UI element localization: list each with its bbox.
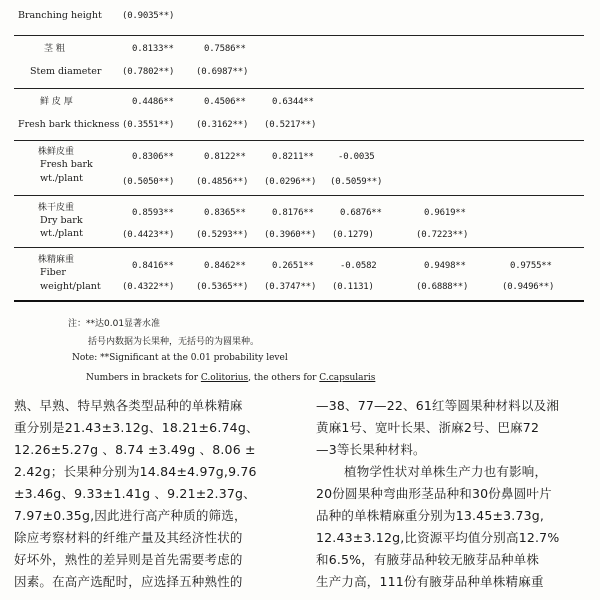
table-cell: 0.9619** xyxy=(424,208,466,218)
body-left-line: 好坏外，熟性的差异则是首先需要考虑的 xyxy=(14,552,243,567)
body-right-line: 和6.5%，有腋芽品种较无腋芽品种单株 xyxy=(316,552,540,567)
body-left-line: 除应考察材料的纤维产量及其经济性状的 xyxy=(14,530,243,545)
table-cell: 0.9755** xyxy=(510,261,552,271)
table-cell: 0.8593** xyxy=(132,208,174,218)
row-label-en: wt./plant xyxy=(40,228,83,239)
body-right-line: 20份圆果种弯曲形茎品种和30份鼻圆叶片 xyxy=(316,486,552,501)
table-cell: (0.9035**) xyxy=(122,11,175,21)
row-label-cn: 株精麻重 xyxy=(38,255,75,265)
body-right-line: —3等长果种材料。 xyxy=(316,442,426,457)
row-label-en: Branching height xyxy=(18,10,102,21)
table-cell: 0.8365** xyxy=(204,208,246,218)
table-cell: (0.6888**) xyxy=(416,282,469,292)
table-cell: (0.6987**) xyxy=(196,67,249,77)
table-cell: 0.7586** xyxy=(204,44,246,54)
table-note-cn-1: 注：**达0.01显著水准 xyxy=(68,319,161,329)
body-left-line: 7.97±0.35g,因此进行高产种质的筛选， xyxy=(14,508,247,523)
row-label-en: Fresh bark thickness xyxy=(18,119,120,130)
table-cell: (0.3162**) xyxy=(196,120,249,130)
table-note-en-1: Note: **Significant at the 0.01 probability level xyxy=(72,353,288,363)
row-label-en: Fiber xyxy=(40,267,66,278)
table-cell: 0.8306** xyxy=(132,152,174,162)
table-rule xyxy=(14,195,584,196)
table-cell: (0.7223**) xyxy=(416,230,469,240)
table-rule xyxy=(14,140,584,141)
table-cell: (0.3551**) xyxy=(122,120,175,130)
table-cell: (0.3747**) xyxy=(264,282,317,292)
body-right-line: 黄麻1号、宽叶长果、浙麻2号、巴麻72 xyxy=(316,420,540,435)
table-cell: (0.1131) xyxy=(332,282,374,292)
table-cell: 0.6344** xyxy=(272,97,314,107)
row-label-cn: 鲜 皮 厚 xyxy=(40,97,73,107)
row-label-cn: 株鲜皮重 xyxy=(38,147,75,157)
table-rule xyxy=(14,247,584,248)
table-cell: (0.5217**) xyxy=(264,120,317,130)
body-left-line: 12.26±5.27g 、8.74 ±3.49g 、8.06 ± xyxy=(14,442,256,457)
table-rule xyxy=(14,35,584,36)
table-cell: 0.8133** xyxy=(132,44,174,54)
body-right-line: 12.43±3.12g,比资源平均值分别高12.7% xyxy=(316,530,560,545)
table-cell: (0.3960**) xyxy=(264,230,317,240)
body-right-line: 植物学性状对单株生产力也有影响， xyxy=(344,464,548,479)
table-cell: (0.1279) xyxy=(332,230,374,240)
table-cell: (0.4856**) xyxy=(196,177,249,187)
row-label-en: Stem diameter xyxy=(30,66,102,77)
table-cell: 0.8176** xyxy=(272,208,314,218)
table-cell: 0.4506** xyxy=(204,97,246,107)
row-label-cn: 茎 粗 xyxy=(44,44,65,54)
table-cell: -0.0035 xyxy=(338,152,375,162)
table-cell: 0.8462** xyxy=(204,261,246,271)
body-left-line: 2.42g；长果种分别为14.84±4.97g,9.76 xyxy=(14,464,257,479)
body-left-line: 熟、早熟、特早熟各类型品种的单株精麻 xyxy=(14,398,243,413)
table-bottom-rule xyxy=(14,300,584,302)
table-rule xyxy=(14,88,584,89)
table-note-en-2: Numbers in brackets for C.olitorius, the others for C.capsularis xyxy=(86,373,376,383)
row-label-en: Dry bark xyxy=(40,215,83,226)
body-left-line: 重分别是21.43±3.12g、18.21±6.74g、 xyxy=(14,420,259,435)
table-cell: (0.5293**) xyxy=(196,230,249,240)
table-cell: 0.8416** xyxy=(132,261,174,271)
table-note-cn-2: 括号内数据为长果种，无括号的为圆果种。 xyxy=(88,337,260,347)
row-label-en: Fresh bark xyxy=(40,159,93,170)
table-cell: 0.9498** xyxy=(424,261,466,271)
table-cell: (0.4423**) xyxy=(122,230,175,240)
table-cell: (0.5050**) xyxy=(122,177,175,187)
table-cell: (0.5059**) xyxy=(330,177,383,187)
table-cell: 0.6876** xyxy=(340,208,382,218)
body-right-line: —38、77—22、61红等圆果种材料以及湘 xyxy=(316,398,560,413)
row-label-en: weight/plant xyxy=(40,281,101,292)
body-right-line: 生产力高，111份有腋芽品种单株精麻重 xyxy=(316,574,544,589)
table-cell: -0.0582 xyxy=(340,261,377,271)
row-label-en: wt./plant xyxy=(40,173,83,184)
table-cell: (0.5365**) xyxy=(196,282,249,292)
table-cell: 0.4486** xyxy=(132,97,174,107)
body-left-line: ±3.46g、9.33±1.41g 、9.21±2.37g、 xyxy=(14,486,256,501)
table-cell: 0.2651** xyxy=(272,261,314,271)
table-cell: 0.8211** xyxy=(272,152,314,162)
table-cell: (0.4322**) xyxy=(122,282,175,292)
table-cell: 0.8122** xyxy=(204,152,246,162)
row-label-cn: 株干皮重 xyxy=(38,203,75,213)
body-left-line: 因素。在高产选配时，应选择五种熟性的 xyxy=(14,574,243,589)
table-cell: (0.7802**) xyxy=(122,67,175,77)
table-cell: (0.9496**) xyxy=(502,282,555,292)
body-right-line: 品种的单株精麻重分别为13.45±3.73g, xyxy=(316,508,545,523)
table-cell: (0.0296**) xyxy=(264,177,317,187)
